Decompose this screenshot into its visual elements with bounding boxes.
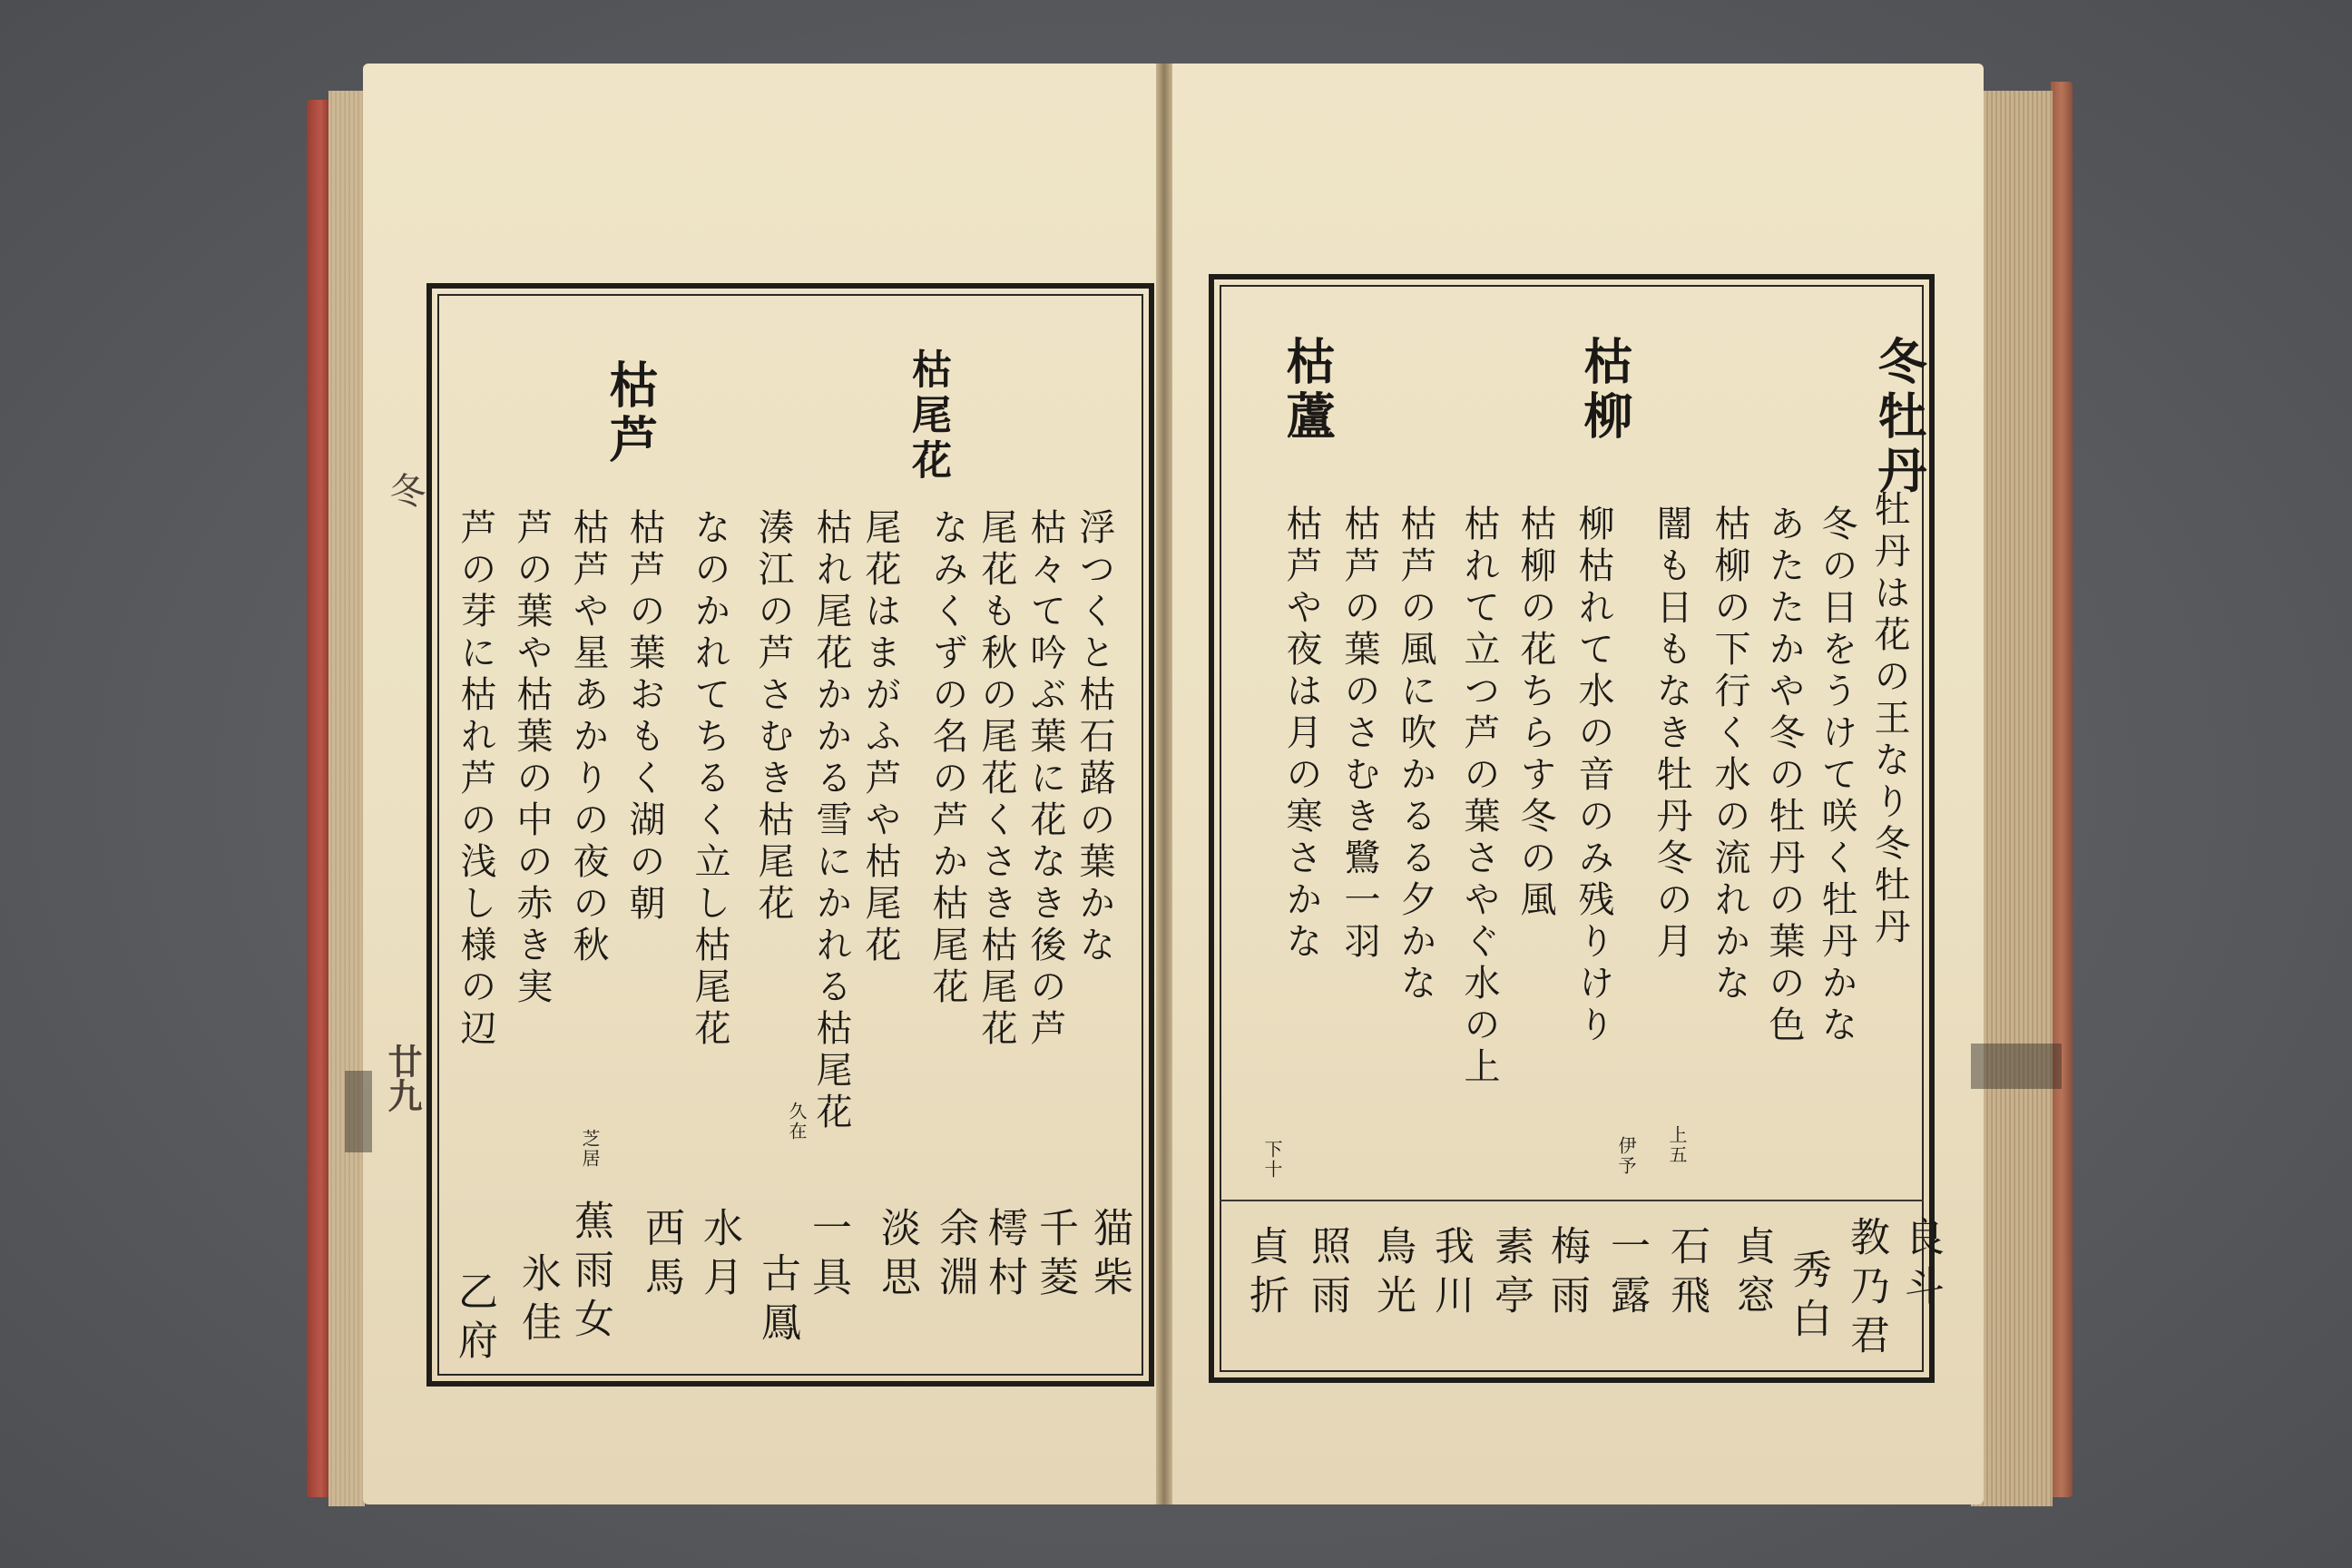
season-label: 冬	[384, 472, 426, 508]
verse: 尾花も秋の尾花くさき枯尾花	[975, 508, 1017, 1051]
author: 一露	[1603, 1225, 1650, 1323]
verse: 芦の芽に枯れ芦の浅し様の辺	[455, 508, 496, 1051]
author: 西馬	[638, 1207, 684, 1305]
verse: 浮つくと枯石蕗の葉かな	[1073, 508, 1115, 967]
left-page-stack	[328, 91, 365, 1506]
author: 淡思	[874, 1207, 920, 1305]
verse: 枯れて立つ芦の葉さやぐ水の上	[1458, 505, 1500, 1089]
author: 氷佳	[514, 1252, 561, 1350]
heading: 枯芦	[602, 359, 660, 468]
note: 久在	[786, 1102, 808, 1142]
author: 樗村	[981, 1207, 1027, 1305]
note: 伊予	[1615, 1136, 1637, 1176]
author: 素亭	[1487, 1225, 1534, 1323]
author: 良斗	[1897, 1216, 1944, 1314]
author: 猫柴	[1086, 1207, 1132, 1305]
heading: 枯柳	[1576, 336, 1634, 445]
verse: 冬の日をうけて咲く牡丹かな	[1816, 505, 1857, 1047]
verse: 枯芦の葉のさむき鷺一羽	[1338, 505, 1380, 964]
verse: 枯芦の風に吹かるる夕かな	[1395, 505, 1436, 1005]
note: 下十	[1261, 1140, 1283, 1180]
verse: なのかれてちるく立し枯尾花	[689, 508, 730, 1051]
verse: 枯柳の花ちらす冬の風	[1514, 505, 1556, 922]
author: 石飛	[1663, 1225, 1710, 1323]
author: 鳥光	[1369, 1225, 1416, 1323]
verse: 柳枯れて水の音のみ残りけり	[1573, 505, 1614, 1047]
ink-smudge-right	[1971, 1044, 2062, 1089]
author: 秀白	[1785, 1249, 1831, 1347]
note: 芝居	[579, 1129, 601, 1169]
ink-smudge	[345, 1071, 372, 1152]
author: 教乃君	[1843, 1216, 1889, 1363]
verse: 枯芦の葉おもく湖の朝	[623, 508, 665, 926]
verse: 枯れ尾花かかる雪にかれる枯尾花	[810, 508, 852, 1134]
author: 梅雨	[1544, 1225, 1590, 1323]
author: 千菱	[1032, 1207, 1078, 1305]
author: 水月	[696, 1207, 742, 1305]
verse: 枯々て吟ぶ葉に花なき後の芦	[1024, 508, 1066, 1051]
author: 一具	[805, 1207, 851, 1305]
heading: 冬牡丹	[1870, 336, 1928, 499]
author: 余淵	[932, 1207, 978, 1305]
author: 貞窓	[1729, 1225, 1775, 1323]
author-divider	[1220, 1200, 1924, 1201]
right-cover-edge	[2051, 82, 2073, 1497]
note: 上五	[1666, 1125, 1688, 1165]
verse: 枯柳の下行く水の流れかな	[1709, 505, 1750, 1005]
author: 乙府	[451, 1270, 497, 1368]
heading: 枯蘆	[1279, 336, 1337, 445]
author: 蕉雨女	[567, 1200, 613, 1347]
left-cover-edge	[307, 100, 330, 1497]
verse: 闇も日もなき牡丹冬の月	[1651, 505, 1692, 964]
author: 古鳳	[754, 1252, 800, 1350]
author: 我川	[1427, 1225, 1474, 1323]
verse: 牡丹は花の王なり冬牡丹	[1868, 490, 1910, 949]
verse: 尾花はまがふ芦や枯尾花	[859, 508, 901, 967]
author: 貞折	[1242, 1225, 1289, 1323]
book-gutter	[1156, 64, 1172, 1504]
verse: 芦の葉や枯葉の中の赤き実	[511, 508, 553, 1009]
heading: 枯尾花	[905, 348, 951, 485]
page-number: 廿九	[382, 1044, 423, 1112]
verse: 湊江の芦さむき枯尾花	[752, 508, 794, 926]
verse: 枯芦や夜は月の寒さかな	[1280, 505, 1322, 964]
author: 照雨	[1304, 1225, 1350, 1323]
verse: あたたかや冬の牡丹の葉の色	[1763, 505, 1805, 1047]
verse: なみくずの名の芦か枯尾花	[926, 508, 968, 1009]
verse: 枯芦や星あかりの夜の秋	[567, 508, 609, 967]
